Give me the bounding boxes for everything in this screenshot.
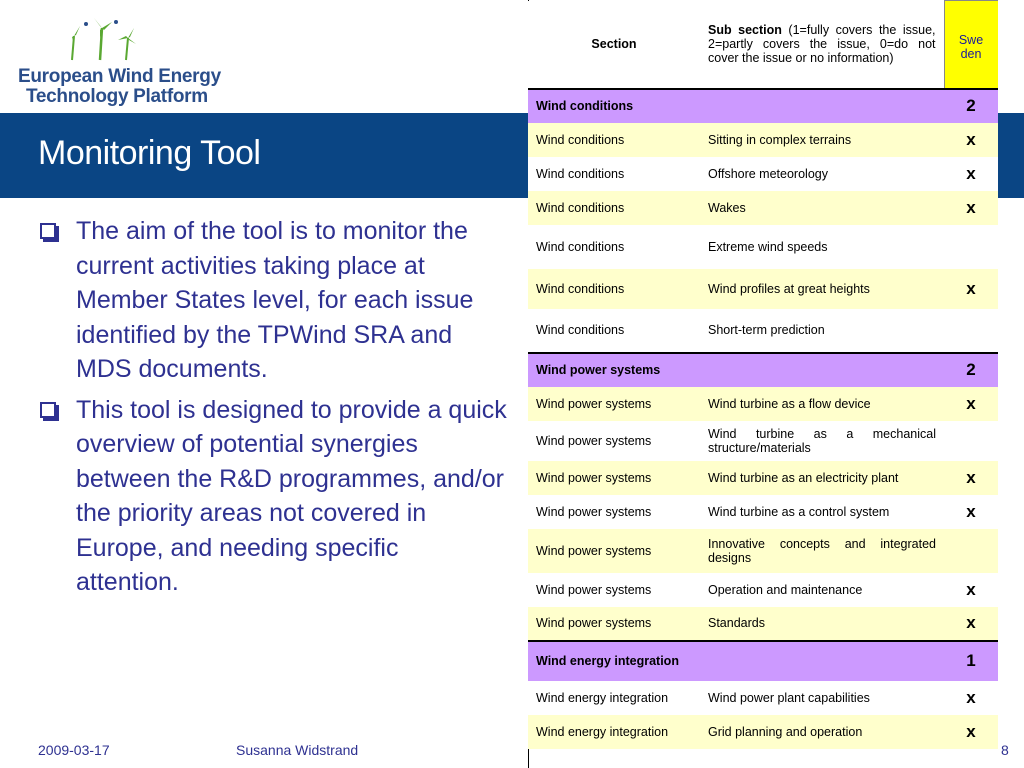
table-row <box>528 461 998 495</box>
cell-subsection <box>700 353 944 387</box>
cell-section: Wind energy integration <box>528 681 700 715</box>
table-row <box>528 573 998 607</box>
cell-mark: x <box>944 461 998 495</box>
header-country: Swe den <box>944 1 998 89</box>
table-row <box>528 225 998 269</box>
table-row <box>528 529 998 573</box>
cell-subsection: Innovative concepts and integrated designs <box>700 529 944 573</box>
table-row <box>528 715 998 749</box>
cell-mark: 2 <box>944 89 998 123</box>
header-subsection-desc: (1=fully covers the issue, 2=partly covers the issue, 0=do not cover the issue or no information) <box>708 23 936 65</box>
header-subsection-bold: Sub section <box>708 23 782 37</box>
table-header-row <box>528 1 998 89</box>
cell-subsection: Operation and maintenance <box>700 573 944 607</box>
cell-mark: x <box>944 681 998 715</box>
section-row <box>528 641 998 681</box>
bullet-item <box>38 214 508 387</box>
cell-section: Wind energy integration <box>528 715 700 749</box>
cell-subsection: Wind turbine as a mechanical structure/materials <box>700 421 944 461</box>
cell-mark <box>944 225 998 269</box>
bullet-list <box>38 214 508 606</box>
table-row <box>528 607 998 641</box>
logo <box>14 14 221 108</box>
cell-mark: 1 <box>944 641 998 681</box>
cell-section: Wind energy integration <box>528 641 700 681</box>
cell-mark <box>944 529 998 573</box>
cell-section: Wind power systems <box>528 529 700 573</box>
logo-text-line1: European Wind Energy <box>18 66 221 87</box>
table-row <box>528 191 998 225</box>
cell-subsection: Grid planning and operation <box>700 715 944 749</box>
cell-mark: x <box>944 495 998 529</box>
cell-section: Wind conditions <box>528 225 700 269</box>
cell-mark: x <box>944 387 998 421</box>
bullet-text: This tool is designed to provide a quick overview of potential synergies between the R&D programmes, and/or the priority areas not covered in Europe, and needing specific attention. <box>76 395 507 596</box>
bullet-item <box>38 393 508 600</box>
cell-subsection: Wind profiles at great heights <box>700 269 944 309</box>
table-row <box>528 387 998 421</box>
cell-mark: x <box>944 269 998 309</box>
cell-mark: x <box>944 157 998 191</box>
table-row <box>528 495 998 529</box>
bullet-text: The aim of the tool is to monitor the current activities taking place at Member States level, for each issue identified by the TPWind SRA and MDS documents. <box>76 217 474 383</box>
cell-subsection: Wind turbine as an electricity plant <box>700 461 944 495</box>
cell-section: Wind conditions <box>528 123 700 157</box>
wind-turbines-logo-icon <box>14 14 194 66</box>
cell-subsection: Offshore meteorology <box>700 157 944 191</box>
cell-section: Wind power systems <box>528 461 700 495</box>
cell-mark: x <box>944 607 998 641</box>
header-section: Section <box>528 1 700 89</box>
cell-section: Wind power systems <box>528 421 700 461</box>
cell-mark: x <box>944 573 998 607</box>
page-number: 8 <box>1001 742 1009 758</box>
cell-mark: x <box>944 191 998 225</box>
checkbox-bullet-icon <box>40 223 56 239</box>
cell-section: Wind power systems <box>528 387 700 421</box>
cell-section: Wind power systems <box>528 573 700 607</box>
logo-text-line2: Technology Platform <box>26 86 208 107</box>
cell-section: Wind conditions <box>528 269 700 309</box>
cell-section: Wind conditions <box>528 191 700 225</box>
cell-subsection: Extreme wind speeds <box>700 225 944 269</box>
table-row <box>528 123 998 157</box>
cell-mark: 2 <box>944 353 998 387</box>
cell-section: Wind conditions <box>528 309 700 353</box>
cell-section: Wind power systems <box>528 353 700 387</box>
cell-subsection: Sitting in complex terrains <box>700 123 944 157</box>
cell-subsection <box>700 641 944 681</box>
footer-author: Susanna Widstrand <box>236 742 359 758</box>
cell-subsection: Wind power plant capabilities <box>700 681 944 715</box>
cell-subsection: Wind turbine as a flow device <box>700 387 944 421</box>
cell-subsection: Wind turbine as a control system <box>700 495 944 529</box>
footer-date: 2009-03-17 <box>38 742 110 758</box>
cell-section: Wind power systems <box>528 607 700 641</box>
cell-section: Wind conditions <box>528 89 700 123</box>
section-row <box>528 353 998 387</box>
cell-mark <box>944 309 998 353</box>
table-row <box>528 269 998 309</box>
cell-mark <box>944 421 998 461</box>
cell-section: Wind power systems <box>528 495 700 529</box>
cell-subsection: Standards <box>700 607 944 641</box>
cell-mark: x <box>944 123 998 157</box>
table-row <box>528 309 998 353</box>
table-row <box>528 681 998 715</box>
cell-mark: x <box>944 715 998 749</box>
table-row <box>528 157 998 191</box>
header-subsection <box>700 1 944 89</box>
slide-title: Monitoring Tool <box>38 134 261 172</box>
table <box>528 0 998 749</box>
cell-subsection: Wakes <box>700 191 944 225</box>
cell-section: Wind conditions <box>528 157 700 191</box>
cell-subsection <box>700 89 944 123</box>
checkbox-bullet-icon <box>40 402 56 418</box>
section-row <box>528 89 998 123</box>
cell-subsection: Short-term prediction <box>700 309 944 353</box>
table-row <box>528 421 998 461</box>
monitoring-table <box>528 0 998 768</box>
